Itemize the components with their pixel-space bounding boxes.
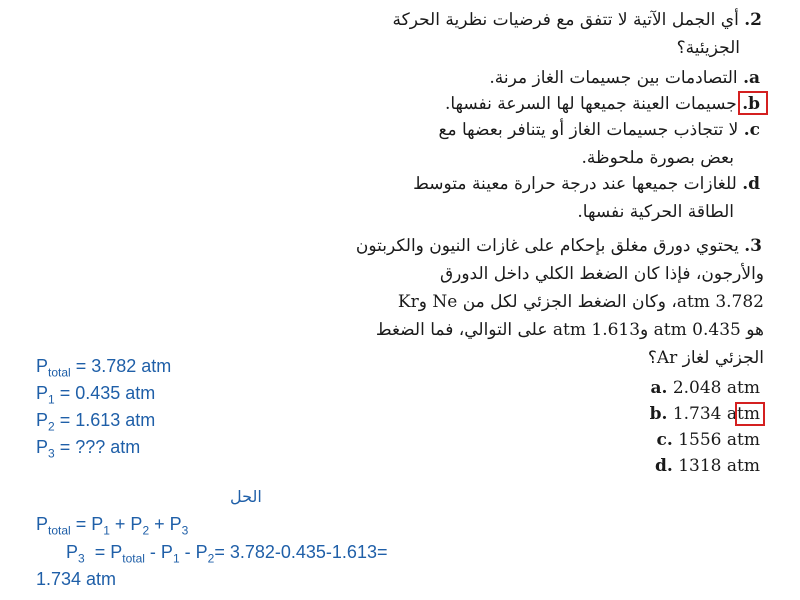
given-value: = 3.782 atm [70,356,172,376]
option-letter: b. [649,404,668,424]
eq-sub: total [122,551,145,566]
option-letter: c. [656,430,673,450]
q2-answer-mark [738,91,768,115]
eq-sub: 1 [103,523,110,538]
q2-option-c-cont: بعض بصورة ملحوظة. [581,148,734,168]
eq-part: = P [84,542,123,562]
eq-part: = 3.782-0.435-1.613= [214,542,388,562]
eq-sub: 3 [181,523,189,538]
eq-sub: 1 [172,551,180,566]
given-sub: 1 [48,392,55,407]
given-p2 [36,410,155,434]
q2-line-1 [392,10,762,30]
option-text: 2.048 atm [672,378,760,398]
q2-text-line1: أي الجمل الآتية لا تتفق مع فرضيات نظرية الحركة [392,10,739,30]
given-sub: total [48,365,71,380]
q3-number: 3. [744,236,762,256]
given-var: P [36,356,49,376]
q3-option-c [657,430,760,450]
given-var: P [36,410,49,430]
eq-part: + P [149,514,182,534]
q3-option-a [650,378,760,398]
option-letter: a. [743,68,760,88]
given-p3 [36,437,140,461]
q2-option-d-cont: الطاقة الحركية نفسها. [577,202,734,222]
eq-sub: total [48,523,71,538]
option-letter: d. [742,174,760,194]
eq-var: P [66,542,79,562]
given-value: = ??? atm [54,437,141,457]
eq-part: + P [109,514,143,534]
given-var: P [36,437,49,457]
option-text: 1318 atm [678,456,760,476]
given-p1 [36,383,155,407]
eq-sub: 2 [142,523,150,538]
option-text: 1.734 atm [672,404,760,424]
given-sub: 2 [48,419,55,434]
option-text: جسيمات العينة جميعها لها السرعة نفسها. [444,94,737,114]
option-letter: a. [650,378,668,398]
option-text: لا تتجاذب جسيمات الغاز أو يتنافر بعضها مع [438,120,739,140]
q3-option-d [655,456,760,476]
q2-option-a [489,68,760,88]
q3-answer-mark [735,402,765,426]
given-sub: 3 [48,446,55,461]
result-value: 1.734 atm [36,569,117,589]
q2-option-c [438,120,760,140]
option-letter: b. [742,94,760,114]
q3-line-1 [356,236,762,256]
eq-sub: 2 [207,551,215,566]
given-p-total [36,356,171,380]
option-text: 1556 atm [678,430,760,450]
given-value: = 1.613 atm [54,410,156,430]
option-text: التصادمات بين جسيمات الغاز مرنة. [489,68,738,88]
equation-sum [36,514,188,538]
eq-part: - P [144,542,173,562]
option-letter: c. [743,120,760,140]
q3-line-2: والأرجون، فإذا كان الضغط الكلي داخل الدورق [439,264,764,284]
option-letter: d. [655,456,673,476]
given-value: = 0.435 atm [54,383,156,403]
eq-sub: 3 [78,551,85,566]
q2-number: 2. [744,10,762,30]
eq-part: = P [70,514,104,534]
q3-line-5: الجزئي لغاز Ar؟ [647,348,764,368]
eq-var: P [36,514,49,534]
solution-label: الحل [230,487,262,506]
q3-line-3: 3.782 atm، وكان الضغط الجزئي لكل من Ne وKr [397,292,764,312]
eq-part: - P [179,542,208,562]
option-text: للغازات جميعها عند درجة حرارة معينة متوسط [413,174,737,194]
given-var: P [36,383,49,403]
q2-option-d [413,174,760,194]
q3-line-4: هو 0.435 atm و1.613 atm على التوالي، فما الضغط [375,320,764,340]
q2-line-2: الجزيئية؟ [676,38,740,58]
equation-solve [66,542,387,566]
q3-text-line1: يحتوي دورق مغلق بإحكام على غازات النيون والكربتون [355,236,739,256]
q2-option-b [445,94,760,114]
